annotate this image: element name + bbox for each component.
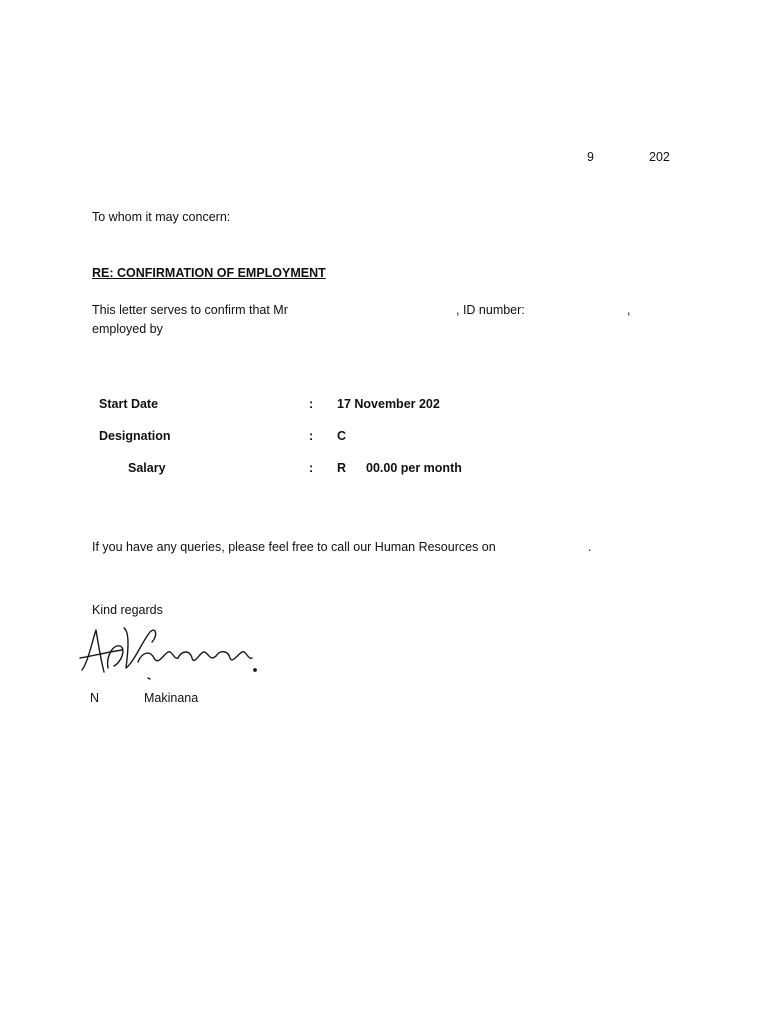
salutation: To whom it may concern: — [92, 210, 231, 224]
designation-label: Designation — [99, 429, 171, 443]
signer-initial: N — [90, 691, 100, 705]
queries-text: If you have any queries, please feel free to call our Human Resources on — [92, 540, 496, 554]
start-date-label: Start Date — [99, 397, 159, 411]
designation-colon: : — [309, 429, 314, 443]
salary-colon: : — [309, 461, 314, 475]
start-date-colon: : — [309, 397, 314, 411]
body-line-1: This letter serves to confirm that Mr — [92, 303, 288, 317]
designation-value: C — [337, 429, 347, 443]
queries-end: . — [588, 540, 592, 554]
salary-value: 00.00 per month — [366, 461, 462, 475]
signer-surname: Makinana — [144, 691, 199, 705]
signature-image — [78, 622, 258, 684]
id-number-label: , ID number: — [456, 303, 525, 317]
date-day: 9 — [587, 150, 594, 164]
id-trailing-comma: , — [627, 303, 631, 317]
salary-label: Salary — [128, 461, 166, 475]
date-year: 202 — [649, 150, 670, 164]
closing: Kind regards — [92, 603, 163, 617]
salary-currency: R — [337, 461, 347, 475]
body-line-2: employed by — [92, 322, 163, 336]
start-date-value: 17 November 202 — [337, 397, 440, 411]
subject-line: RE: CONFIRMATION OF EMPLOYMENT — [92, 266, 326, 280]
